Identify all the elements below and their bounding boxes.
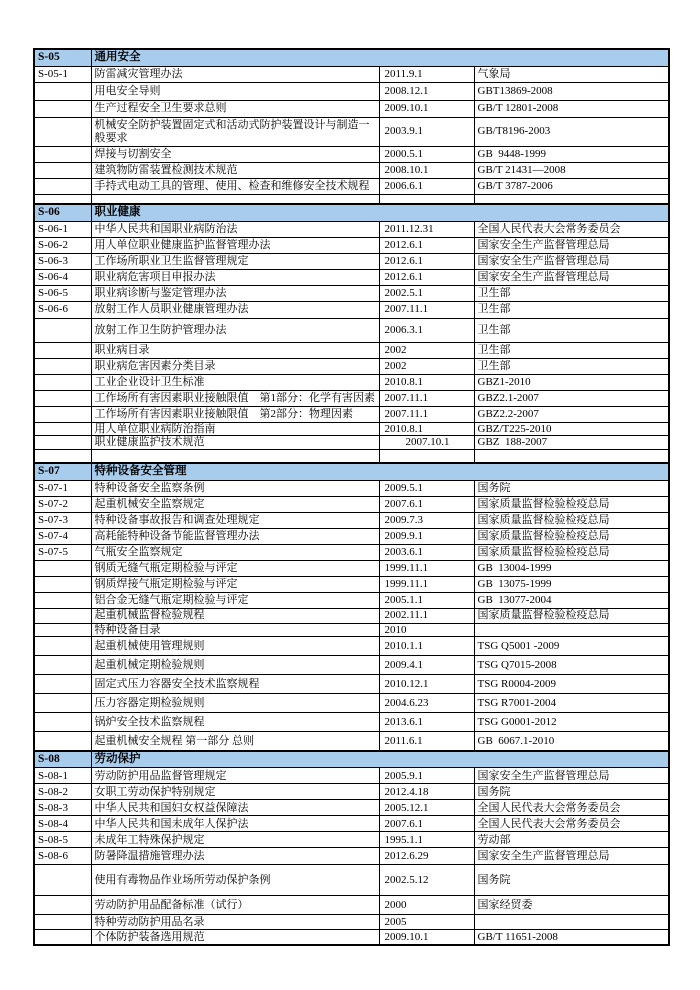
cell-code: S-05-1 (34, 66, 91, 82)
table-row (34, 390, 669, 406)
cell-code: S-06-3 (34, 253, 91, 269)
table-row (34, 512, 669, 528)
cell-title: 职业病诊断与鉴定管理办法 (91, 285, 379, 301)
cell-issuer-or-standard: GBT13869-2008 (474, 82, 669, 100)
cell-code: S-07-1 (34, 480, 91, 496)
cell-issuer-or-standard: GBZ2.1-2007 (474, 390, 669, 406)
cell-issuer-or-standard: 国务院 (474, 784, 669, 800)
cell-code (34, 608, 91, 623)
cell-effective-date: 2009.7.3 (379, 512, 474, 528)
table-row (34, 318, 669, 342)
section-title: 职业健康 (91, 204, 669, 221)
cell-effective-date: 2011.6.1 (379, 732, 474, 751)
table-row (34, 896, 669, 915)
table-row (34, 66, 669, 82)
table-row (34, 915, 669, 930)
cell-code (34, 318, 91, 342)
table-row (34, 253, 669, 269)
table-row (34, 162, 669, 178)
cell-issuer-or-standard: 卫生部 (474, 358, 669, 374)
cell-code (34, 930, 91, 945)
cell-issuer-or-standard: 国家质量监督检验检疫总局 (474, 528, 669, 544)
cell-title: 起重机械定期检验规则 (91, 656, 379, 675)
cell-effective-date: 2007.6.1 (379, 496, 474, 512)
cell-issuer-or-standard: 全国人民代表大会常务委员会 (474, 221, 669, 237)
cell-code (34, 406, 91, 422)
cell-code (34, 576, 91, 592)
section-title: 特种设备安全管理 (91, 463, 669, 480)
cell-issuer-or-standard: GB/T8196-2003 (474, 117, 669, 146)
cell-effective-date: 2010.1.1 (379, 637, 474, 656)
cell-code (34, 896, 91, 915)
cell-code (34, 358, 91, 374)
cell-title: 中华人民共和国妇女权益保障法 (91, 800, 379, 816)
cell-effective-date: 2010.12.1 (379, 675, 474, 694)
cell-code: S-07-3 (34, 512, 91, 528)
cell-effective-date: 2005.12.1 (379, 800, 474, 816)
cell-issuer-or-standard: TSG Q5001 -2009 (474, 637, 669, 656)
cell-issuer-or-standard: 国家安全生产监督管理总局 (474, 768, 669, 784)
cell-title: 劳动防护用品监督管理规定 (91, 768, 379, 784)
section-title: 劳动保护 (91, 751, 669, 768)
table-row (34, 784, 669, 800)
cell-code: S-08-5 (34, 832, 91, 848)
cell-title: 中华人民共和国未成年人保护法 (91, 816, 379, 832)
cell-effective-date: 2007.11.1 (379, 406, 474, 422)
cell-title: 锅炉安全技术监察规程 (91, 713, 379, 732)
cell-title: 职业健康监护技术规范 (91, 436, 379, 450)
cell-title: 职业病危害项目申报办法 (91, 269, 379, 285)
cell-effective-date: 2009.10.1 (379, 930, 474, 945)
section-code: S-05 (34, 49, 91, 66)
cell-title: 起重机械监督检验规程 (91, 608, 379, 623)
cell-title: 防暑降温措施管理办法 (91, 848, 379, 865)
cell-title: 个体防护装备选用规范 (91, 930, 379, 945)
cell-issuer-or-standard: GB/T 12801-2008 (474, 100, 669, 117)
table-row (34, 675, 669, 694)
cell-title: 特种劳动防护用品名录 (91, 915, 379, 930)
cell-code (34, 100, 91, 117)
cell-effective-date (379, 449, 474, 463)
cell-code (34, 146, 91, 162)
cell-issuer-or-standard: 国家安全生产监督管理总局 (474, 848, 669, 865)
table-row (34, 768, 669, 784)
table-row (34, 637, 669, 656)
table-row (34, 592, 669, 608)
cell-effective-date: 2009.4.1 (379, 656, 474, 675)
cell-code: S-06-6 (34, 301, 91, 318)
cell-code (34, 422, 91, 436)
cell-code (34, 194, 91, 204)
cell-issuer-or-standard: 卫生部 (474, 342, 669, 358)
table-row (34, 100, 669, 117)
cell-title: 未成年工特殊保护规定 (91, 832, 379, 848)
table-row (34, 285, 669, 301)
table-row (34, 816, 669, 832)
table-row (34, 576, 669, 592)
cell-title: 中华人民共和国职业病防治法 (91, 221, 379, 237)
cell-code (34, 592, 91, 608)
table-row (34, 832, 669, 848)
cell-effective-date: 1999.11.1 (379, 576, 474, 592)
document-page (33, 48, 668, 946)
cell-effective-date: 2011.12.31 (379, 221, 474, 237)
cell-issuer-or-standard: GB 13004-1999 (474, 560, 669, 576)
cell-issuer-or-standard: GB 6067.1-2010 (474, 732, 669, 751)
cell-code (34, 436, 91, 450)
cell-effective-date: 2006.6.1 (379, 178, 474, 194)
cell-effective-date: 2012.6.1 (379, 237, 474, 253)
cell-effective-date: 2000.5.1 (379, 146, 474, 162)
section-header-row (34, 204, 669, 221)
section-code: S-08 (34, 751, 91, 768)
cell-title: 特种设备目录 (91, 623, 379, 637)
cell-title: 用电安全导则 (91, 82, 379, 100)
cell-effective-date: 2012.6.29 (379, 848, 474, 865)
table-row (34, 117, 669, 146)
cell-effective-date: 2002.5.12 (379, 865, 474, 896)
cell-title: 气瓶安全监察规定 (91, 544, 379, 560)
table-row (34, 800, 669, 816)
cell-code: S-06-1 (34, 221, 91, 237)
cell-effective-date: 2002.5.1 (379, 285, 474, 301)
cell-effective-date: 2000 (379, 896, 474, 915)
table-row (34, 374, 669, 390)
cell-effective-date: 2002 (379, 342, 474, 358)
table-row (34, 930, 669, 945)
cell-issuer-or-standard: 国务院 (474, 865, 669, 896)
cell-effective-date: 2011.9.1 (379, 66, 474, 82)
cell-issuer-or-standard (474, 194, 669, 204)
cell-issuer-or-standard: TSG R7001-2004 (474, 694, 669, 713)
cell-effective-date: 2002.11.1 (379, 608, 474, 623)
cell-title: 女职工劳动保护特别规定 (91, 784, 379, 800)
cell-issuer-or-standard (474, 449, 669, 463)
cell-issuer-or-standard: 国家安全生产监督管理总局 (474, 269, 669, 285)
cell-effective-date: 2005.9.1 (379, 768, 474, 784)
cell-code: S-06-2 (34, 237, 91, 253)
cell-issuer-or-standard: GBZ1-2010 (474, 374, 669, 390)
cell-issuer-or-standard: 国务院 (474, 480, 669, 496)
cell-effective-date: 2003.9.1 (379, 117, 474, 146)
table-row (34, 406, 669, 422)
cell-title: 防雷减灾管理办法 (91, 66, 379, 82)
cell-code: S-08-3 (34, 800, 91, 816)
cell-title (91, 194, 379, 204)
cell-title: 建筑物防雷装置检测技术规范 (91, 162, 379, 178)
cell-issuer-or-standard: 卫生部 (474, 301, 669, 318)
cell-title: 职业病目录 (91, 342, 379, 358)
cell-issuer-or-standard: 国家安全生产监督管理总局 (474, 253, 669, 269)
table-row (34, 496, 669, 512)
cell-title: 机械安全防护装置固定式和活动式防护装置设计与制造一般要求 (91, 117, 379, 146)
cell-effective-date: 2008.10.1 (379, 162, 474, 178)
cell-effective-date: 2010 (379, 623, 474, 637)
table-row (34, 865, 669, 896)
cell-code (34, 82, 91, 100)
cell-title: 工作场所有害因素职业接触限值 第1部分：化学有害因素 (91, 390, 379, 406)
cell-issuer-or-standard (474, 623, 669, 637)
cell-code: S-07-5 (34, 544, 91, 560)
cell-title: 生产过程安全卫生要求总则 (91, 100, 379, 117)
cell-title: 固定式压力容器安全技术监察规程 (91, 675, 379, 694)
table-row (34, 422, 669, 436)
cell-title: 钢质无缝气瓶定期检验与评定 (91, 560, 379, 576)
cell-code (34, 162, 91, 178)
cell-title: 焊接与切割安全 (91, 146, 379, 162)
cell-effective-date: 2010.8.1 (379, 422, 474, 436)
cell-effective-date: 2005.1.1 (379, 592, 474, 608)
table-row (34, 269, 669, 285)
table-row (34, 82, 669, 100)
cell-effective-date: 2009.10.1 (379, 100, 474, 117)
cell-code (34, 675, 91, 694)
cell-title: 工业企业设计卫生标准 (91, 374, 379, 390)
section-code: S-07 (34, 463, 91, 480)
cell-code (34, 694, 91, 713)
cell-title: 用人单位职业健康监护监督管理办法 (91, 237, 379, 253)
cell-issuer-or-standard: 卫生部 (474, 318, 669, 342)
section-title: 通用安全 (91, 49, 669, 66)
cell-effective-date (379, 194, 474, 204)
cell-effective-date: 2009.5.1 (379, 480, 474, 496)
cell-title: 工作场所有害因素职业接触限值 第2部分：物理因素 (91, 406, 379, 422)
cell-code (34, 656, 91, 675)
cell-effective-date: 2007.11.1 (379, 301, 474, 318)
table-row (34, 194, 669, 204)
cell-issuer-or-standard: GB/T 11651-2008 (474, 930, 669, 945)
table-row (34, 528, 669, 544)
cell-title: 压力容器定期检验规则 (91, 694, 379, 713)
cell-issuer-or-standard: 国家安全生产监督管理总局 (474, 237, 669, 253)
cell-code (34, 178, 91, 194)
table-row (34, 178, 669, 194)
cell-effective-date: 2006.3.1 (379, 318, 474, 342)
cell-title: 劳动防护用品配备标准（试行） (91, 896, 379, 915)
cell-code: S-08-6 (34, 848, 91, 865)
cell-title: 特种设备安全监察条例 (91, 480, 379, 496)
cell-issuer-or-standard: 国家经贸委 (474, 896, 669, 915)
table-row (34, 732, 669, 751)
cell-title: 钢质焊接气瓶定期检验与评定 (91, 576, 379, 592)
table-row (34, 608, 669, 623)
cell-issuer-or-standard: TSG R0004-2009 (474, 675, 669, 694)
cell-issuer-or-standard: 气象局 (474, 66, 669, 82)
cell-title: 放射工作卫生防护管理办法 (91, 318, 379, 342)
cell-effective-date: 2012.6.1 (379, 269, 474, 285)
table-row (34, 237, 669, 253)
cell-title: 高耗能特种设备节能监督管理办法 (91, 528, 379, 544)
cell-issuer-or-standard: 劳动部 (474, 832, 669, 848)
cell-issuer-or-standard: GB 13077-2004 (474, 592, 669, 608)
cell-issuer-or-standard: GBZ 188-2007 (474, 436, 669, 450)
cell-code: S-08-2 (34, 784, 91, 800)
cell-code (34, 342, 91, 358)
cell-effective-date: 2013.6.1 (379, 713, 474, 732)
table-row (34, 480, 669, 496)
table-row (34, 694, 669, 713)
regulations-table (33, 48, 670, 946)
section-code: S-06 (34, 204, 91, 221)
cell-code (34, 732, 91, 751)
cell-effective-date: 1999.11.1 (379, 560, 474, 576)
table-row (34, 342, 669, 358)
cell-issuer-or-standard: TSG Q7015-2008 (474, 656, 669, 675)
cell-code: S-06-5 (34, 285, 91, 301)
cell-code (34, 374, 91, 390)
cell-code (34, 713, 91, 732)
cell-title: 职业病危害因素分类目录 (91, 358, 379, 374)
cell-effective-date: 2003.6.1 (379, 544, 474, 560)
cell-issuer-or-standard: 全国人民代表大会常务委员会 (474, 816, 669, 832)
cell-effective-date: 1995.1.1 (379, 832, 474, 848)
section-header-row (34, 49, 669, 66)
cell-title: 起重机械安全规程 第一部分 总则 (91, 732, 379, 751)
cell-code (34, 560, 91, 576)
table-row (34, 623, 669, 637)
cell-issuer-or-standard: TSG G0001-2012 (474, 713, 669, 732)
cell-issuer-or-standard: GB/T 21431—2008 (474, 162, 669, 178)
cell-issuer-or-standard: 卫生部 (474, 285, 669, 301)
section-header-row (34, 751, 669, 768)
cell-title: 手持式电动工具的管理、使用、检查和维修安全技术规程 (91, 178, 379, 194)
cell-title: 用人单位职业病防治指南 (91, 422, 379, 436)
table-row (34, 436, 669, 450)
section-header-row (34, 463, 669, 480)
cell-code (34, 449, 91, 463)
cell-title: 放射工作人员职业健康管理办法 (91, 301, 379, 318)
cell-code (34, 623, 91, 637)
table-row (34, 656, 669, 675)
cell-effective-date: 2007.10.1 (379, 436, 474, 450)
cell-issuer-or-standard: 全国人民代表大会常务委员会 (474, 800, 669, 816)
cell-issuer-or-standard: GB 13075-1999 (474, 576, 669, 592)
cell-title: 工作场所职业卫生监督管理规定 (91, 253, 379, 269)
cell-code (34, 865, 91, 896)
cell-code (34, 915, 91, 930)
cell-title (91, 449, 379, 463)
cell-issuer-or-standard: 国家质量监督检验检疫总局 (474, 608, 669, 623)
table-row (34, 301, 669, 318)
cell-effective-date: 2012.4.18 (379, 784, 474, 800)
cell-effective-date: 2004.6.23 (379, 694, 474, 713)
table-row (34, 560, 669, 576)
cell-code: S-07-4 (34, 528, 91, 544)
table-row (34, 221, 669, 237)
cell-code (34, 117, 91, 146)
table-row (34, 848, 669, 865)
table-row (34, 713, 669, 732)
cell-code: S-08-1 (34, 768, 91, 784)
cell-issuer-or-standard: GBZ/T225-2010 (474, 422, 669, 436)
cell-effective-date: 2010.8.1 (379, 374, 474, 390)
cell-issuer-or-standard: 国家质量监督检验检疫总局 (474, 544, 669, 560)
cell-code: S-07-2 (34, 496, 91, 512)
cell-title: 使用有毒物品作业场所劳动保护条例 (91, 865, 379, 896)
cell-issuer-or-standard: GB/T 3787-2006 (474, 178, 669, 194)
cell-issuer-or-standard: 国家质量监督检验检疫总局 (474, 512, 669, 528)
cell-issuer-or-standard: GB 9448-1999 (474, 146, 669, 162)
cell-title: 特种设备事故报告和调查处理规定 (91, 512, 379, 528)
cell-title: 起重机械安全监察规定 (91, 496, 379, 512)
table-row (34, 358, 669, 374)
cell-effective-date: 2005 (379, 915, 474, 930)
cell-title: 起重机械使用管理规则 (91, 637, 379, 656)
cell-code (34, 390, 91, 406)
cell-effective-date: 2012.6.1 (379, 253, 474, 269)
cell-effective-date: 2008.12.1 (379, 82, 474, 100)
table-row (34, 544, 669, 560)
cell-effective-date: 2009.9.1 (379, 528, 474, 544)
cell-effective-date: 2007.6.1 (379, 816, 474, 832)
cell-effective-date: 2007.11.1 (379, 390, 474, 406)
cell-issuer-or-standard: GBZ2.2-2007 (474, 406, 669, 422)
cell-code (34, 637, 91, 656)
table-row (34, 146, 669, 162)
table-row (34, 449, 669, 463)
cell-code: S-06-4 (34, 269, 91, 285)
cell-code: S-08-4 (34, 816, 91, 832)
cell-effective-date: 2002 (379, 358, 474, 374)
cell-issuer-or-standard (474, 915, 669, 930)
cell-issuer-or-standard: 国家质量监督检验检疫总局 (474, 496, 669, 512)
cell-title: 铝合金无缝气瓶定期检验与评定 (91, 592, 379, 608)
